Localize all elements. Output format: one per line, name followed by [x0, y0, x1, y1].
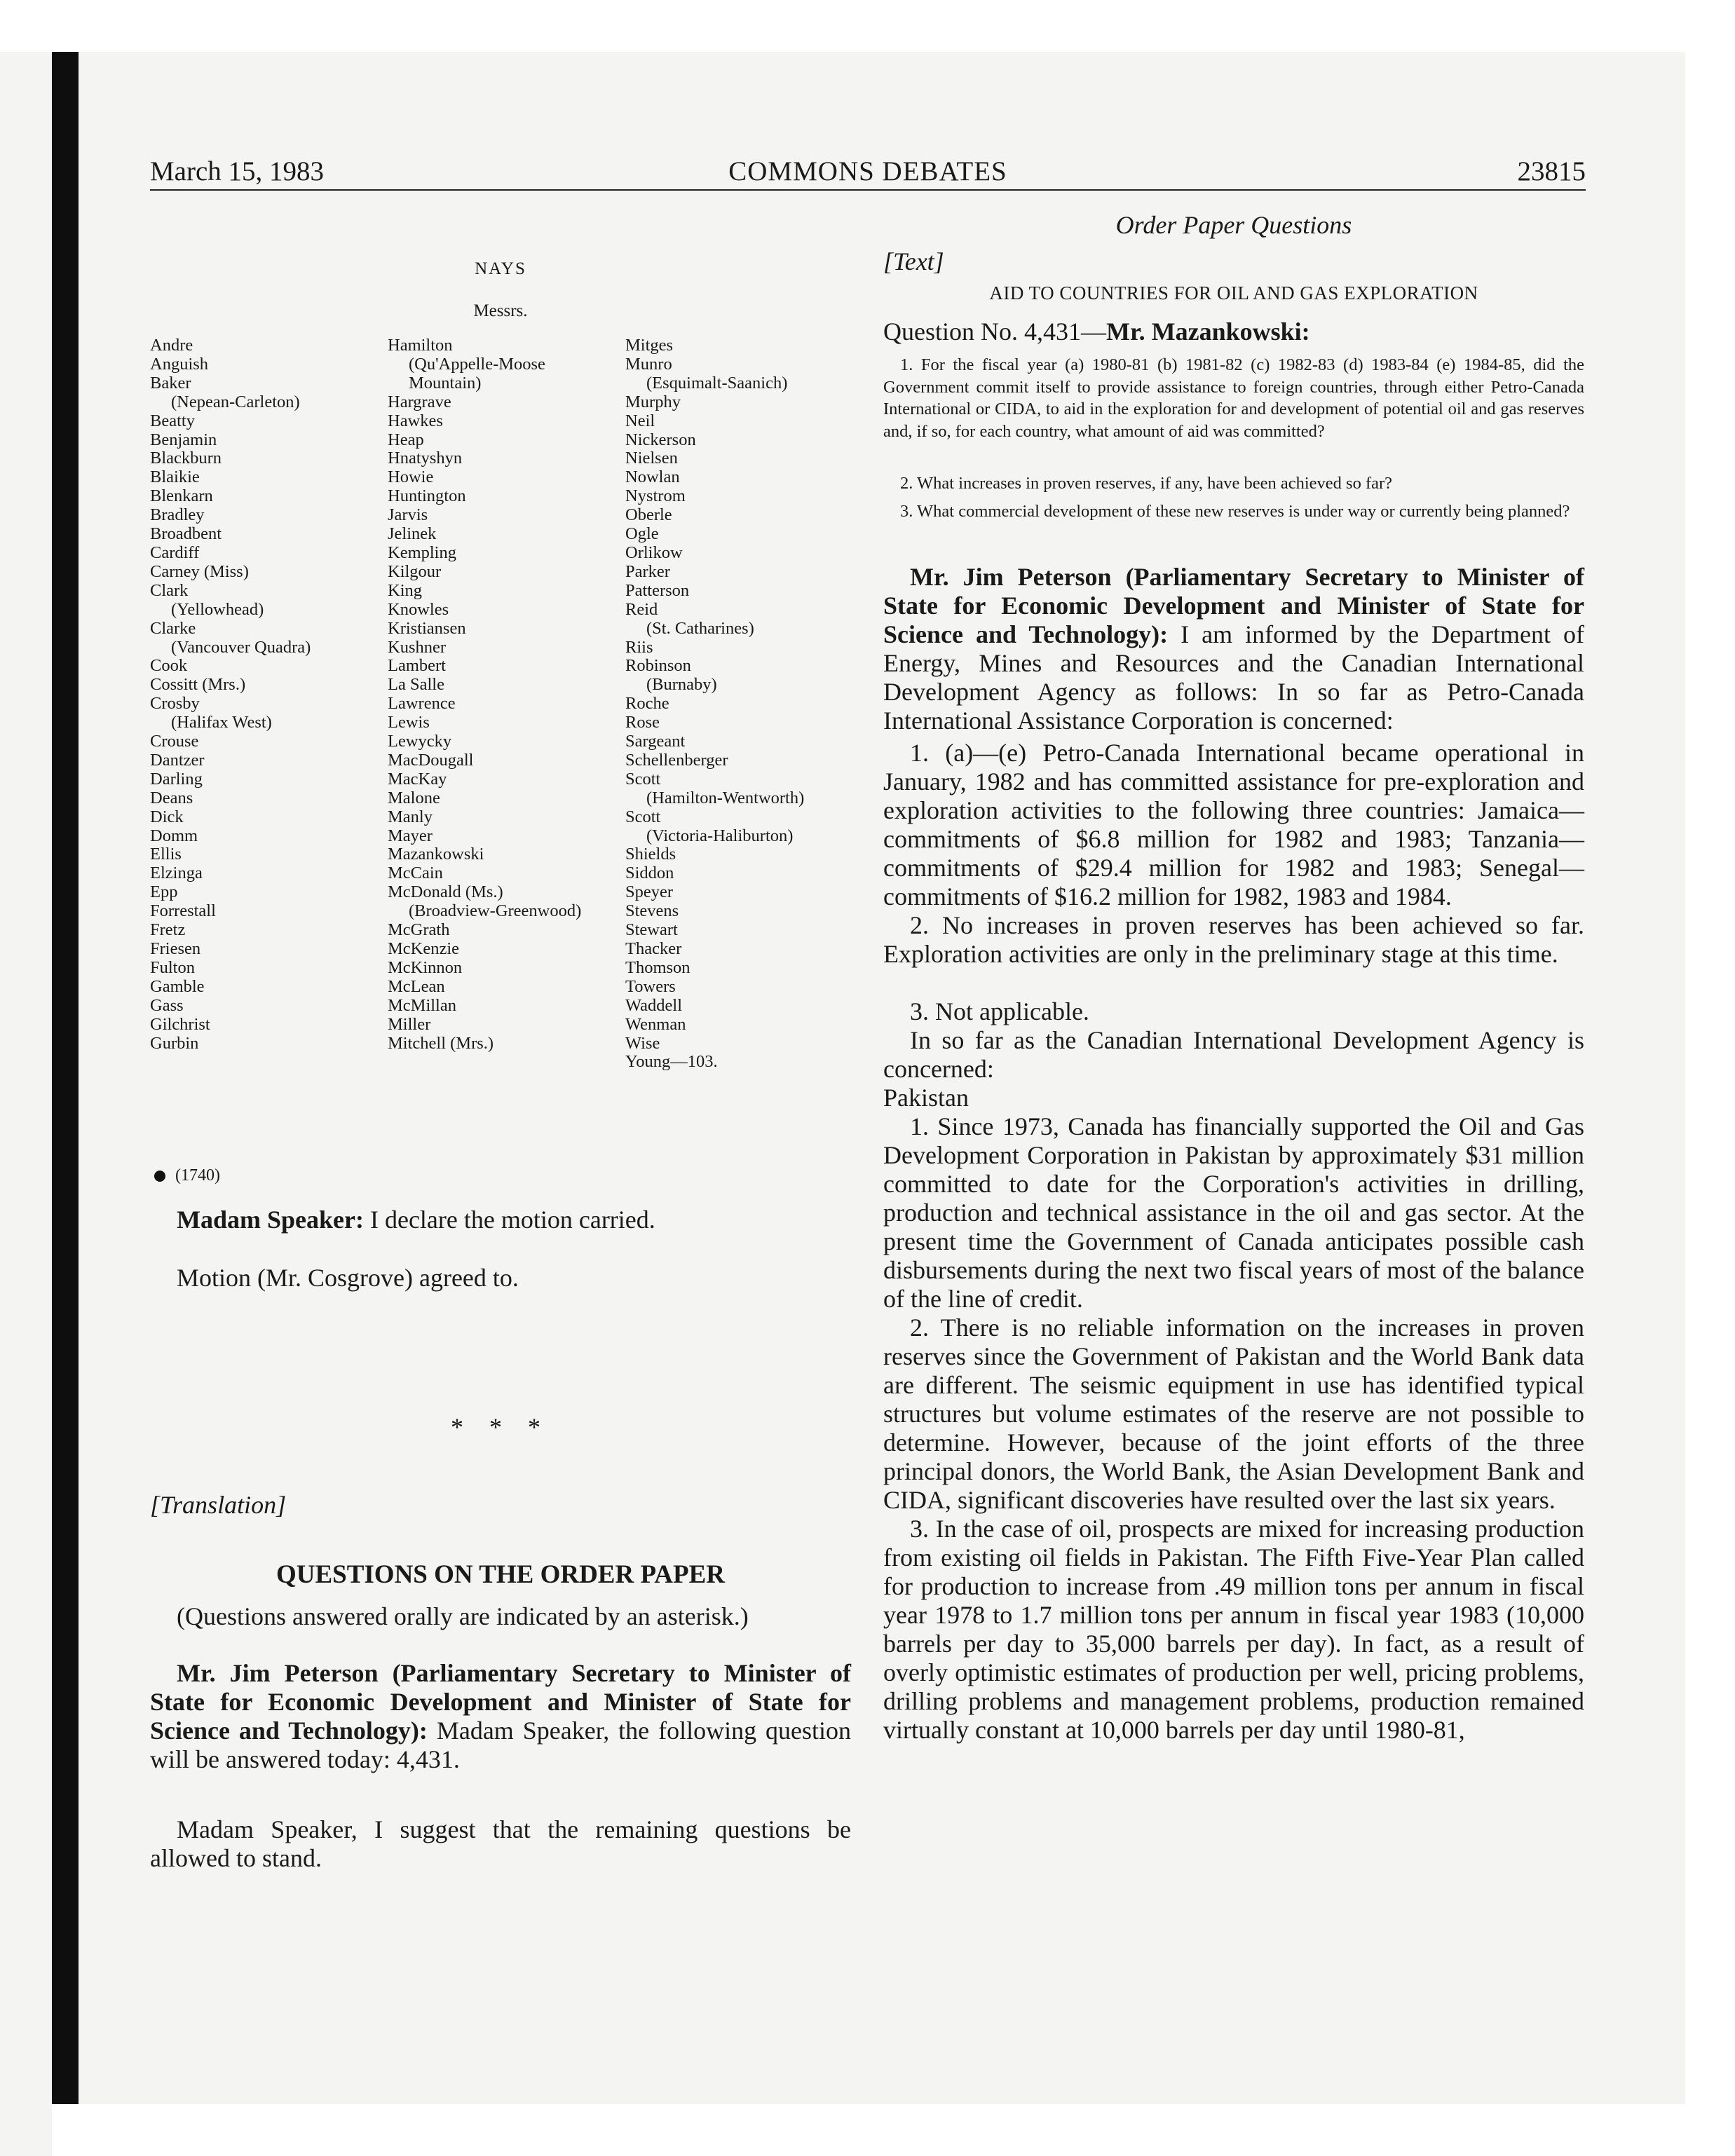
member-name: Neil — [625, 411, 655, 430]
member-name: Anguish — [150, 354, 209, 374]
member-name: Waddell — [625, 995, 683, 1015]
member-name: Shields — [625, 845, 676, 864]
header-rule — [150, 189, 1586, 191]
member-name: Kilgour — [388, 561, 442, 581]
member-name: Sargeant — [625, 732, 686, 751]
member-name: Forrestall — [150, 901, 216, 921]
member-name: Orlikow — [625, 543, 683, 562]
member-name: Miller — [388, 1014, 431, 1034]
scan-margin-right — [1685, 0, 1735, 2156]
member-name: Cossitt (Mrs.) — [150, 675, 246, 695]
member-name: Young—103. — [625, 1052, 718, 1072]
nays-column-3 — [625, 336, 804, 1072]
question-heading: AID TO COUNTRIES FOR OIL AND GAS EXPLORATION — [989, 282, 1478, 303]
member-name: Cook — [150, 656, 188, 676]
member-name: (Esquimalt-Saanich) — [646, 373, 788, 393]
member-name: Towers — [625, 976, 676, 996]
nays-heading: NAYS — [475, 259, 526, 278]
member-name: Jarvis — [388, 505, 428, 525]
member-name: Kristiansen — [388, 618, 466, 638]
member-name: Ellis — [150, 845, 182, 864]
member-name: Wenman — [625, 1014, 686, 1034]
time-marker-text: (1740) — [175, 1166, 220, 1185]
member-name: Bradley — [150, 505, 205, 525]
speaker-name: Madam Speaker: — [177, 1206, 364, 1234]
order-paper-note: (Questions answered orally are indicated by an asterisk.) — [177, 1602, 749, 1630]
member-name: Lewycky — [388, 732, 452, 751]
member-name: Nowlan — [625, 468, 680, 487]
member-name: McLean — [388, 976, 445, 996]
member-name: Schellenberger — [625, 750, 728, 770]
translation-tag: [Translation] — [150, 1491, 287, 1519]
member-name: McKenzie — [388, 939, 460, 958]
section-title: Order Paper Questions — [1115, 211, 1352, 239]
messrs-label: Messrs. — [473, 301, 528, 320]
member-name: Blenkarn — [150, 486, 213, 506]
member-name: Fulton — [150, 957, 195, 977]
member-name: (Broadview-Greenwood) — [409, 901, 582, 921]
pakistan-heading: Pakistan — [883, 1084, 969, 1112]
member-name: Dantzer — [150, 750, 205, 770]
member-name: Darling — [150, 769, 203, 789]
member-name: Jelinek — [388, 524, 437, 544]
member-name: Lambert — [388, 656, 446, 676]
member-name: Mitchell (Mrs.) — [388, 1033, 494, 1053]
member-name: (Yellowhead) — [171, 599, 264, 619]
nays-column-1 — [150, 336, 311, 1053]
member-name: Kushner — [388, 637, 447, 657]
suggest-paragraph: Madam Speaker, I suggest that the remaining questions be allowed to stand. — [150, 1815, 851, 1872]
member-name: Mayer — [388, 826, 433, 845]
member-name: Scott — [625, 769, 661, 789]
header-date: March 15, 1983 — [150, 156, 325, 186]
member-name: Heap — [388, 430, 424, 449]
member-name: Ogle — [625, 524, 659, 544]
scan-margin-top — [0, 0, 1735, 52]
member-name: Thomson — [625, 957, 690, 977]
member-name: Hnatyshyn — [388, 449, 463, 468]
member-name: McDonald (Ms.) — [388, 882, 503, 902]
answer-part-2: 2. No increases in proven reserves has been achieved so far. Exploration activities are only in the preliminary stage at this time. — [883, 911, 1584, 968]
scan-edge-left — [52, 52, 79, 2104]
member-name: Howie — [388, 468, 434, 487]
member-name: Scott — [625, 807, 661, 826]
member-name: Andre — [150, 336, 193, 355]
member-name: Stevens — [625, 901, 679, 921]
peterson-paragraph — [150, 1659, 851, 1774]
member-name: (Victoria-Haliburton) — [646, 826, 794, 845]
member-name: Nielsen — [625, 449, 678, 468]
member-name: Hamilton — [388, 336, 453, 355]
member-name: (Qu'Appelle-Moose — [409, 354, 545, 374]
member-name: Munro — [625, 354, 672, 374]
member-name: Blaikie — [150, 468, 200, 487]
speaker-text: I declare the motion carried. — [369, 1206, 655, 1234]
member-name: Mitges — [625, 336, 674, 355]
member-name: Robinson — [625, 656, 691, 676]
question-part-1: 1. For the fiscal year (a) 1980-81 (b) 1981-82 (c) 1982-83 (d) 1983-84 (e) 1984-85, did the Government commit itself to provide assistance to foreign countries, through either Petro-Canada International or CIDA, to aid in the exploration for and development of potential oil and gas reserves and, if so, for each country, what amount of aid was committed? — [883, 355, 1584, 441]
question-part-2: 2. What increases in proven reserves, if any, have been achieved so far? — [900, 474, 1393, 493]
member-name: Carney (Miss) — [150, 561, 249, 581]
member-name: (St. Catharines) — [646, 618, 754, 638]
member-name: Roche — [625, 694, 669, 714]
cida-paragraph: In so far as the Canadian International Development Agency is concerned: — [883, 1026, 1584, 1083]
member-name: Deans — [150, 788, 193, 807]
member-name: (Nepean-Carleton) — [171, 392, 300, 411]
page-header — [150, 156, 1586, 189]
question-number — [883, 317, 1310, 346]
member-name: Crosby — [150, 694, 200, 714]
header-title: COMMONS DEBATES — [728, 156, 1007, 186]
member-name: MacDougall — [388, 750, 474, 770]
member-name: Speyer — [625, 882, 674, 902]
member-name: Blackburn — [150, 449, 222, 468]
member-name: La Salle — [388, 675, 444, 695]
member-name: Gass — [150, 995, 184, 1015]
member-name: Mazankowski — [388, 845, 484, 864]
member-name: Kempling — [388, 543, 456, 562]
member-name: Lawrence — [388, 694, 456, 714]
member-name: (Burnaby) — [646, 675, 717, 695]
member-name: McGrath — [388, 920, 450, 940]
member-name: Broadbent — [150, 524, 222, 544]
member-name: Crouse — [150, 732, 199, 751]
member-name: Huntington — [388, 486, 466, 506]
member-name: Hargrave — [388, 392, 451, 411]
answer-speaker: Mr. Jim Peterson (Parliamentary Secretary to Minister of State for Economic Development and Minister of State for Science and Technology): — [883, 563, 1584, 648]
member-name: Beatty — [150, 411, 195, 430]
member-name: Gamble — [150, 976, 205, 996]
bullet-icon — [154, 1171, 165, 1182]
speaker-paragraph — [150, 1206, 851, 1234]
member-name: Manly — [388, 807, 433, 826]
member-name: Friesen — [150, 939, 201, 958]
member-name: Siddon — [625, 864, 674, 883]
member-name: Knowles — [388, 599, 449, 619]
question-part-3: 3. What commercial development of these new reserves is under way or currently being planned? — [900, 502, 1570, 521]
member-name: MacKay — [388, 769, 447, 789]
answer-part-1: 1. (a)—(e) Petro-Canada International became operational in January, 1982 and has committed assistance for pre-exploration and exploration activities to the following three countries: Jamaica—commitments of $6.8 million for 1982 and 1983; Tanzania—commitments of $29.4 million for 1982 and 1983; Senegal—commitments of $16.2 million for 1982, 1983 and 1984. — [883, 739, 1584, 910]
member-name: Malone — [388, 788, 440, 807]
section-heading: QUESTIONS ON THE ORDER PAPER — [275, 1560, 726, 1589]
question-number-text: Question No. 4,431— — [883, 318, 1106, 346]
member-name: McCain — [388, 864, 443, 883]
member-name: (Halifax West) — [171, 713, 272, 732]
member-name: Oberle — [625, 505, 672, 525]
member-name: Lewis — [388, 713, 430, 732]
member-name: Stewart — [625, 920, 678, 940]
text-tag: [Text] — [883, 247, 944, 275]
nays-column-2 — [388, 336, 581, 1053]
member-name: McKinnon — [388, 957, 463, 977]
member-name: Baker — [150, 373, 191, 393]
member-name: Domm — [150, 826, 198, 845]
member-name: Wise — [625, 1033, 660, 1053]
member-name: Nystrom — [625, 486, 686, 506]
pakistan-part-2: 2. There is no reliable information on the increases in proven reserves since the Government of Pakistan and the World Bank data are different. The seismic equipment in use has identified typical structures but volume estimates of the reserve are not possible to determine. However, because of the joint efforts of the three principal donors, the World Bank, the Asian Development Bank and CIDA, significant discoveries have resulted over the last six years. — [883, 1314, 1584, 1514]
answer-paragraph — [883, 563, 1584, 735]
member-name: Elzinga — [150, 864, 203, 883]
member-name: Fretz — [150, 920, 186, 940]
member-name: Clark — [150, 580, 189, 600]
member-name: Gilchrist — [150, 1014, 210, 1034]
member-name: (Hamilton-Wentworth) — [646, 788, 805, 807]
member-name: Parker — [625, 561, 670, 581]
scan-margin-bottom — [52, 2104, 1685, 2156]
member-name: Reid — [625, 599, 658, 619]
answer-part-3: 3. Not applicable. — [910, 997, 1089, 1025]
member-name: Epp — [150, 882, 178, 902]
member-name: Riis — [625, 637, 653, 657]
question-asker: Mr. Mazankowski: — [1106, 318, 1310, 346]
member-name: Dick — [150, 807, 184, 826]
header-page-number: 23815 — [1517, 156, 1586, 186]
peterson-text: Madam Speaker, the following question will be answered today: 4,431. — [150, 1717, 852, 1773]
member-name: Hawkes — [388, 411, 443, 430]
member-name: McMillan — [388, 995, 456, 1015]
answer-intro: I am informed by the Department of Energy, Mines and Resources and the Canadian International Development Agency as follows: In so far as Petro-Canada International Assistance Corporation is concerned: — [883, 620, 1585, 735]
section-separator: * * * — [451, 1413, 550, 1441]
member-name: Benjamin — [150, 430, 217, 449]
member-name: Mountain) — [409, 373, 482, 393]
member-name: King — [388, 580, 422, 600]
time-marker — [154, 1166, 220, 1185]
member-name: Clarke — [150, 618, 196, 638]
member-name: Cardiff — [150, 543, 200, 562]
member-name: Rose — [625, 713, 660, 732]
member-name: (Vancouver Quadra) — [171, 637, 311, 657]
member-name: Gurbin — [150, 1033, 199, 1053]
member-name: Nickerson — [625, 430, 696, 449]
motion-paragraph: Motion (Mr. Cosgrove) agreed to. — [177, 1264, 519, 1292]
member-name: Murphy — [625, 392, 681, 411]
peterson-name: Mr. Jim Peterson (Parliamentary Secretary to Minister of State for Economic Development and Minister of State for Science and Technology): — [150, 1659, 851, 1745]
pakistan-part-3: 3. In the case of oil, prospects are mixed for increasing production from existing oil fields in Pakistan. The Fifth Five-Year Plan called for production to increase from .49 million tons per annum in fiscal year 1978 to 1.7 million tons per annum in fiscal year 1983 (10,000 barrels per day to 35,000 barrels per day). In fact, as a result of overly optimistic estimates of production per well, pricing problems, drilling problems and management problems, production remained virtually constant at 10,000 barrels per day until 1980-81, — [883, 1515, 1584, 1744]
pakistan-part-1: 1. Since 1973, Canada has financially supported the Oil and Gas Development Corporation in Pakistan by approximately $31 million committed to date for the Corporation's activities in drilling, production and technical assistance in the oil and gas sector. At the present time the Government of Canada anticipates possible cash disbursements during the next two fiscal years of most of the balance of the line of credit. — [883, 1112, 1584, 1313]
member-name: Patterson — [625, 580, 690, 600]
member-name: Thacker — [625, 939, 682, 958]
